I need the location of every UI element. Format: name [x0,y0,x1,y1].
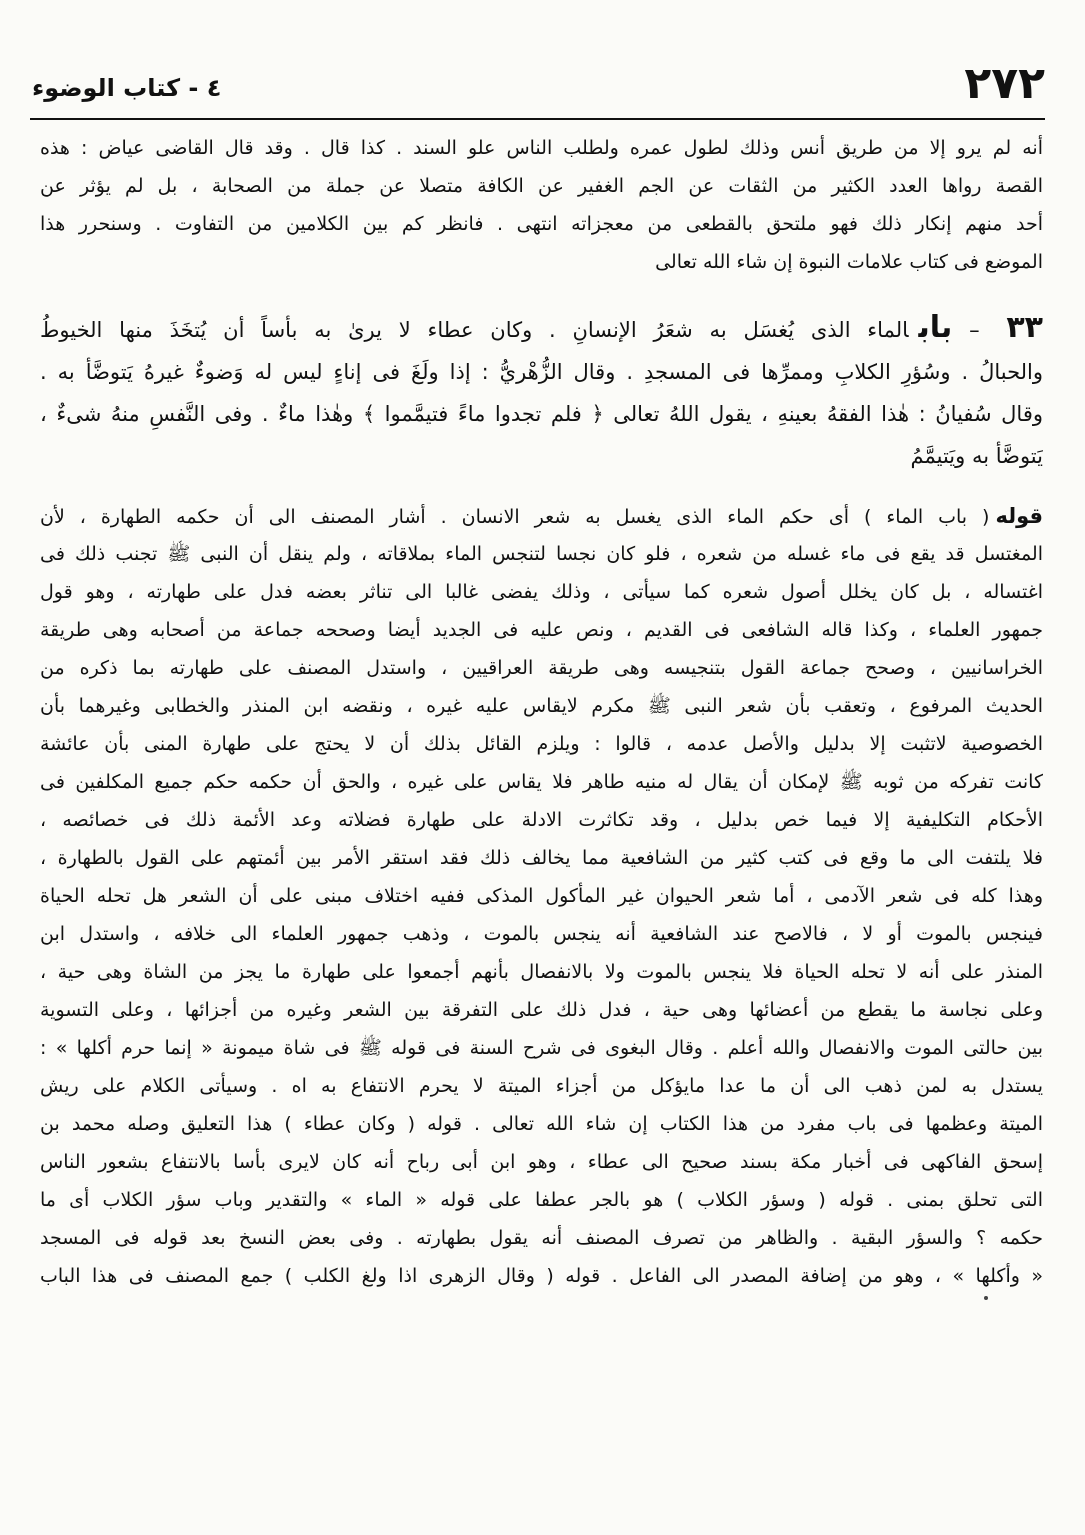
text-line: أحد منهم إنكار ذلك فهو ملتحق بالقطعى من معجزاته انتهى . فانظر كم بين الكلامين من التفاوت . وسنحرر هذا [40,213,1043,235]
qawluh-label: قوله [995,504,1043,528]
page-number: ٢٧٢ [964,58,1045,109]
commentary-line: الخصوصية لاتثبت إلا بدليل والأصل عدمه ، قالوا : ويلزم القائل بذلك أن لا يحتج على طهارة المنى بأن عائشة [40,733,1043,755]
commentary-line: إسحق الفاكهى فى أخبار مكة بسند صحيح الى عطاء ، وهو ابن أبى رباح أنه كان لايرى بأسا بالانتفاع بشعور الناس [40,1151,1043,1173]
commentary-line: فلا يلتفت الى ما وقع فى كتب كثير من الشافعية مما يخالف ذلك فقد استقر الأمر بين أئمتهم على القول بالطهارة ، [40,847,1043,869]
bab-word: باب [918,310,953,345]
commentary-line: الحديث المرفوع ، وتعقب بأن شعر النبى ﷺ مكرم لايقاس عليه غيره ، ونقضه ابن المنذر والخطابى وغيرهما بأن [40,695,1043,717]
commentary-line [40,500,1043,534]
commentary-line: المنذر على أنه لا تحله الحياة فلا ينجس بالموت ولا بالانفصال بأنهم أجمعوا على طهارة ما يجز من الشاة وهى حية ، [40,961,1043,983]
commentary-line: « وأكلها » ، وهو من إضافة المصدر الى الفاعل . قوله ( وقال الزهرى اذا ولغ الكلب ) جمع المصنف فى هذا الباب [40,1265,1043,1287]
bab-text-line: يَتوضَّأُ به ويَتيمَّمُ [910,444,1043,468]
bab-text-line: وقال سُفيانُ : هٰذا الفقهُ بعينهِ ، يقول اللهُ تعالى ﴿ فلم تجدوا ماءً فتيمَّموا ﴾ وهٰذا ماءٌ . وفى النَّفسِ منهُ شىءٌ ، [40,402,1043,426]
commentary-line: المغتسل قد يقع فى ماء غسله من شعره ، فلو كان نجسا لتنجس الماء بملاقاته ، ولم ينقل أن النبى ﷺ تجنب ذلك فى [40,543,1043,565]
commentary-line: التى تحلق بمنى . قوله ( وسؤر الكلاب ) هو بالجر عطفا على قوله « الماء » والتقدير وباب سؤر الكلاب أى ما [40,1189,1043,1211]
header-rule [30,118,1045,120]
commentary-line: حكمه ؟ والسؤر البقية . والظاهر من تصرف المصنف أنه يقول بطهارته . وفى بعض النسخ بعد قوله فى المسجد [40,1227,1043,1249]
text-line: القصة رواها العدد الكثير من الثقات عن الجم الغفير عن الكافة متصلا عن جملة من الصحابة ، بل لم يؤثر عن [40,175,1043,197]
text-line: الموضع فى كتاب علامات النبوة إن شاء الله تعالى [655,251,1043,273]
page-header [32,56,1045,116]
margin-dot [984,1296,988,1300]
commentary-line: اغتساله ، بل كان يخلل أصول شعره كما سيأتى ، وذلك يفضى غالبا الى تناثر بعضه فدل على طهارته ، وهو قول [40,581,1043,603]
commentary-line: الخراسانيين ، وصحح جماعة القول بتنجيسه وهى طريقة العراقيين ، واستدل المصنف على طهارته بما ذكره من [40,657,1043,679]
text-line: أنه لم يرو إلا من طريق أنس وذلك لطول عمره ولطلب الناس علو السند . كذا قال . وقد قال القاضى عياض : هذه [40,137,1043,159]
commentary-line: وعلى نجاسة ما يقطع من أعضائها وهى حية ، فدل ذلك على التفرقة بين الشعر وغيره من أجزائها ، وعلى التسوية [40,999,1043,1021]
bab-number: ٣٣ [1006,310,1043,345]
bab-text-line: والحبالُ . وسُؤرِ الكلابِ وممرِّها فى المسجدِ . وقال الزُّهْريُّ : إذا ولَغَ فى إناءٍ ليس له وَضوءٌ غيرهُ يَتوضَّأُ به . [40,360,1043,384]
bab-title-text: الماء الذى يُغسَل به شعَرُ الإنسانِ . وكان عطاء لا يرىٰ به بأساً أن يُتخَذَ منها الخيوطُ [40,318,909,342]
chapter-title: ٤ - كتاب الوضوء [32,74,222,102]
commentary-line: الأحكام التكليفية إلا فيما خص بدليل ، وقد تكاثرت الادلة على طهارة فضلاته وعد الأئمة ذلك فى خصائصه ، [40,809,1043,831]
commentary-first-text: ( باب الماء ) أى حكم الماء الذى يغسل به شعر الانسان . أشار المصنف الى أن حكمه الطهارة ، لأن [40,506,990,528]
bab-heading-line: ٣٣ – بابالماء الذى يُغسَل به شعَرُ الإنسانِ . وكان عطاء لا يرىٰ به بأساً أن يُتخَذَ منها الخيوطُ [40,310,1043,345]
commentary-line: فينجس بالموت أو لا ، فالاصح عند الشافعية أنه ينجس بالموت ، وذهب جمهور العلماء الى خلافه ، واستدل ابن [40,923,1043,945]
commentary-line: جمهور العلماء ، وكذا قاله الشافعى فى القديم ، ونص عليه فى الجديد أيضا وصححه جماعة من أصحابه وهى طريقة [40,619,1043,641]
commentary-line: يستدل به لمن ذهب الى أن ما عدا مايؤكل من أجزاء الميتة لا يحرم الانتفاع به اه . وسيأتى الكلام على ريش [40,1075,1043,1097]
commentary-line: كانت تفركه من ثوبه ﷺ لإمكان أن يقال له منيه طاهر فلا يقاس على غيره ، والحق أن حكمه حكم جميع المكلفين فى [40,771,1043,793]
commentary-line: الميتة وعظمها فى باب مفرد من هذا الكتاب إن شاء الله تعالى . قوله ( وكان عطاء ) هذا التعليق وصله محمد بن [40,1113,1043,1135]
commentary-line: وهذا كله فى شعر الآدمى ، أما شعر الحيوان غير المأكول المذكى ففيه اختلاف مبنى على أن الشعر هل تحله الحياة [40,885,1043,907]
commentary-line: بين حالتى الموت والانفصال والله أعلم . وقال البغوى فى شرح السنة فى قوله ﷺ فى شاة ميمونة « إنما حرم أكلها » : [40,1037,1043,1059]
